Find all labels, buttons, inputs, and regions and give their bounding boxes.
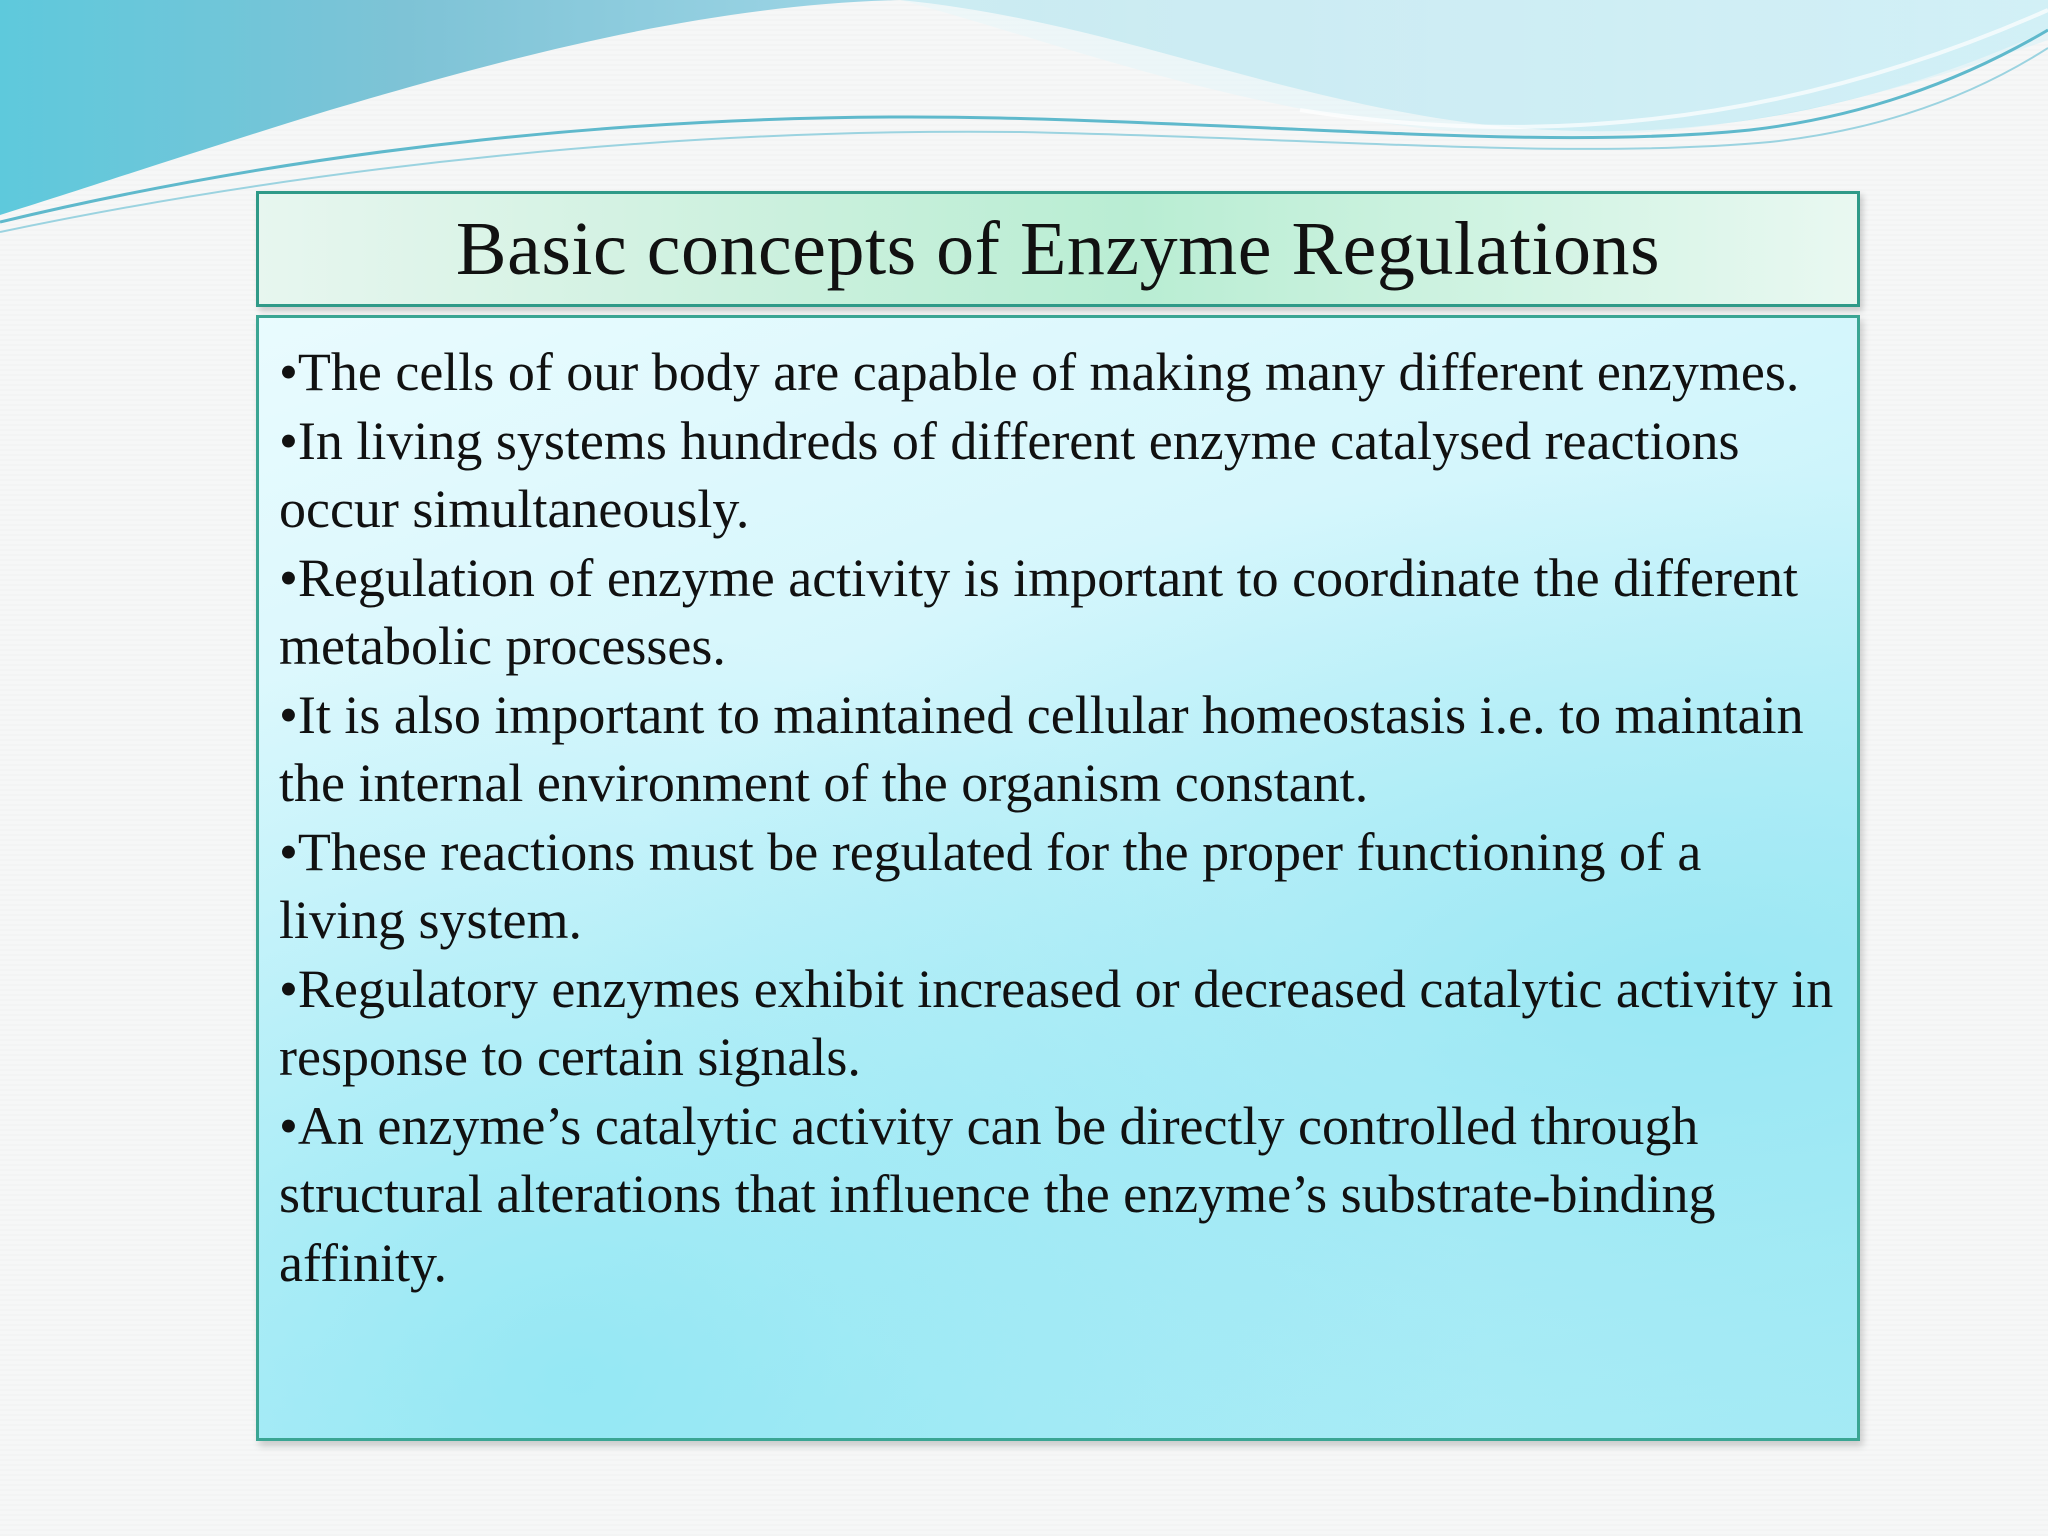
bullet-item: •The cells of our body are capable of making many different enzymes. — [279, 342, 1800, 402]
slide-title: Basic concepts of Enzyme Regulations — [455, 207, 1661, 291]
bullet-item: •It is also important to maintained cellular homeostasis i.e. to maintain the internal environment of the organism constant. — [279, 684, 1804, 813]
title-box — [256, 191, 1860, 307]
bullet-item: •Regulation of enzyme activity is important to coordinate the different metabolic processes. — [279, 547, 1798, 676]
bullet-item: •These reactions must be regulated for the proper functioning of a living system. — [279, 821, 1702, 950]
bullet-list — [279, 338, 1835, 1297]
bullet-item: •In living systems hundreds of different enzyme catalysed reactions occur simultaneously. — [279, 410, 1740, 539]
content-box — [256, 315, 1860, 1441]
bullet-item: •An enzyme’s catalytic activity can be directly controlled through structural alterations that influence the enzyme’s substrate-binding affinity. — [279, 1095, 1716, 1293]
bullet-item: •Regulatory enzymes exhibit increased or decreased catalytic activity in response to certain signals. — [279, 958, 1834, 1087]
